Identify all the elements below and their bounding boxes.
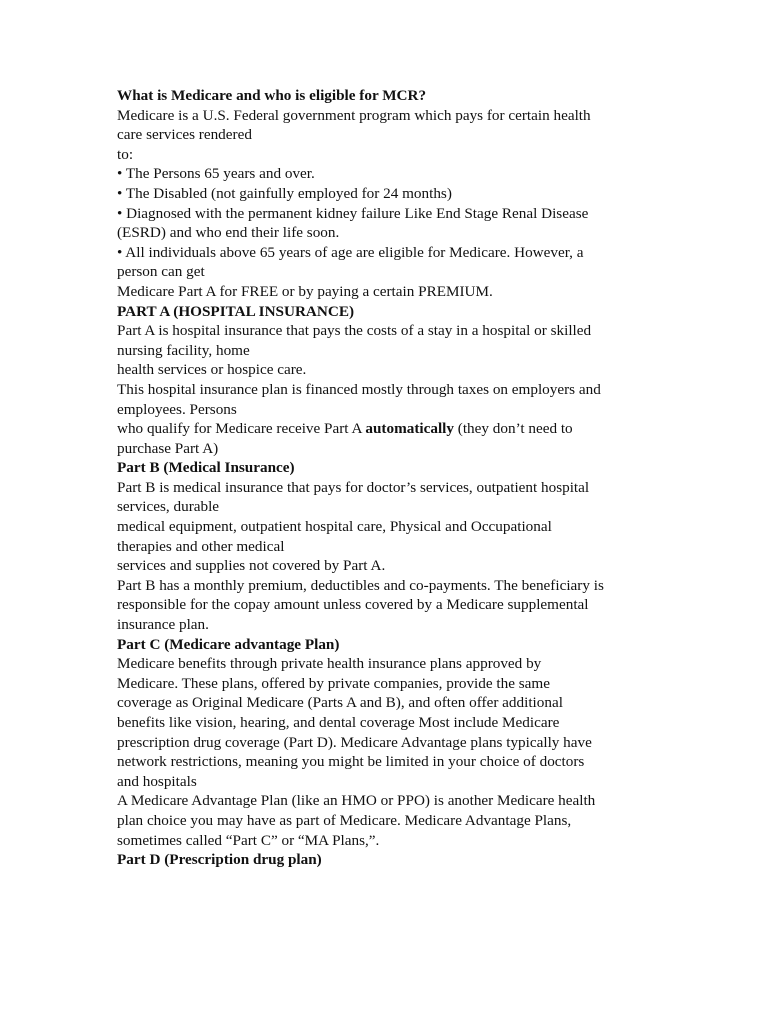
paragraph-line: services and supplies not covered by Part A. — [117, 557, 386, 575]
paragraph-line: therapies and other medical — [117, 537, 285, 555]
part-c-section — [117, 635, 652, 851]
text-run: who qualify for Medicare receive Part A — [117, 420, 366, 438]
paragraph-line: Part A is hospital insurance that pays the costs of a stay in a hospital or skilled — [117, 322, 592, 340]
paragraph-line: responsible for the copay amount unless covered by a Medicare supplemental — [117, 596, 589, 614]
paragraph-line: insurance plan. — [117, 616, 209, 634]
paragraph-line: care services rendered — [117, 126, 252, 144]
paragraph-line: employees. Persons — [117, 400, 237, 418]
part-a-section — [117, 302, 652, 459]
paragraph-line: prescription drug coverage (Part D). Medicare Advantage plans typically have — [117, 733, 592, 751]
paragraph-line: Medicare. These plans, offered by private companies, provide the same — [117, 674, 550, 692]
paragraph-line: medical equipment, outpatient hospital care, Physical and Occupational — [117, 518, 552, 536]
paragraph-line: This hospital insurance plan is financed mostly through taxes on employers and — [117, 380, 601, 398]
bullet-item: • The Persons 65 years and over. — [117, 165, 315, 183]
section-heading: Part B (Medical Insurance) — [117, 459, 295, 477]
emphasis-text: automatically — [365, 420, 454, 438]
intro-section — [117, 86, 652, 302]
bullet-item-continuation: (ESRD) and who end their life soon. — [117, 224, 340, 242]
paragraph-line — [117, 419, 652, 439]
paragraph-line: network restrictions, meaning you might be limited in your choice of doctors — [117, 753, 585, 771]
section-heading: PART A (HOSPITAL INSURANCE) — [117, 302, 355, 320]
paragraph-line: and hospitals — [117, 772, 197, 790]
section-heading: Part D (Prescription drug plan) — [117, 851, 322, 869]
paragraph-line: services, durable — [117, 498, 220, 516]
paragraph-line: A Medicare Advantage Plan (like an HMO or PPO) is another Medicare health — [117, 792, 596, 810]
paragraph-line: Part B is medical insurance that pays for doctor’s services, outpatient hospital — [117, 478, 590, 496]
paragraph-line: nursing facility, home — [117, 341, 250, 359]
text-run: (they don’t need to — [453, 420, 573, 438]
bullet-item: • All individuals above 65 years of age are eligible for Medicare. However, a — [117, 243, 584, 261]
part-d-section — [117, 850, 652, 870]
paragraph-line: benefits like vision, hearing, and dental coverage Most include Medicare — [117, 714, 560, 731]
paragraph-line: Medicare benefits through private health insurance plans approved by — [117, 655, 542, 673]
section-heading: Part C (Medicare advantage Plan) — [117, 635, 340, 653]
paragraph-line: coverage as Original Medicare (Parts A and B), and often offer additional — [117, 694, 563, 712]
paragraph-line: Medicare is a U.S. Federal government program which pays for certain health — [117, 106, 591, 124]
document-page — [117, 86, 652, 870]
bullet-item: • Diagnosed with the permanent kidney failure Like End Stage Renal Disease — [117, 204, 589, 222]
paragraph-line: purchase Part A) — [117, 439, 219, 457]
section-heading: What is Medicare and who is eligible for MCR? — [117, 87, 427, 104]
paragraph-line: plan choice you may have as part of Medicare. Medicare Advantage Plans, — [117, 811, 572, 829]
bullet-item: • The Disabled (not gainfully employed for 24 months) — [117, 184, 452, 202]
paragraph-line: Medicare Part A for FREE or by paying a certain PREMIUM. — [117, 282, 493, 300]
paragraph-line: Part B has a monthly premium, deductibles and co-payments. The beneficiary is — [117, 576, 604, 594]
paragraph-line: health services or hospice care. — [117, 361, 307, 379]
part-b-section — [117, 458, 652, 634]
bullet-item-continuation: person can get — [117, 263, 205, 281]
paragraph-line: to: — [117, 145, 134, 163]
paragraph-line: sometimes called “Part C” or “MA Plans,”. — [117, 831, 380, 849]
